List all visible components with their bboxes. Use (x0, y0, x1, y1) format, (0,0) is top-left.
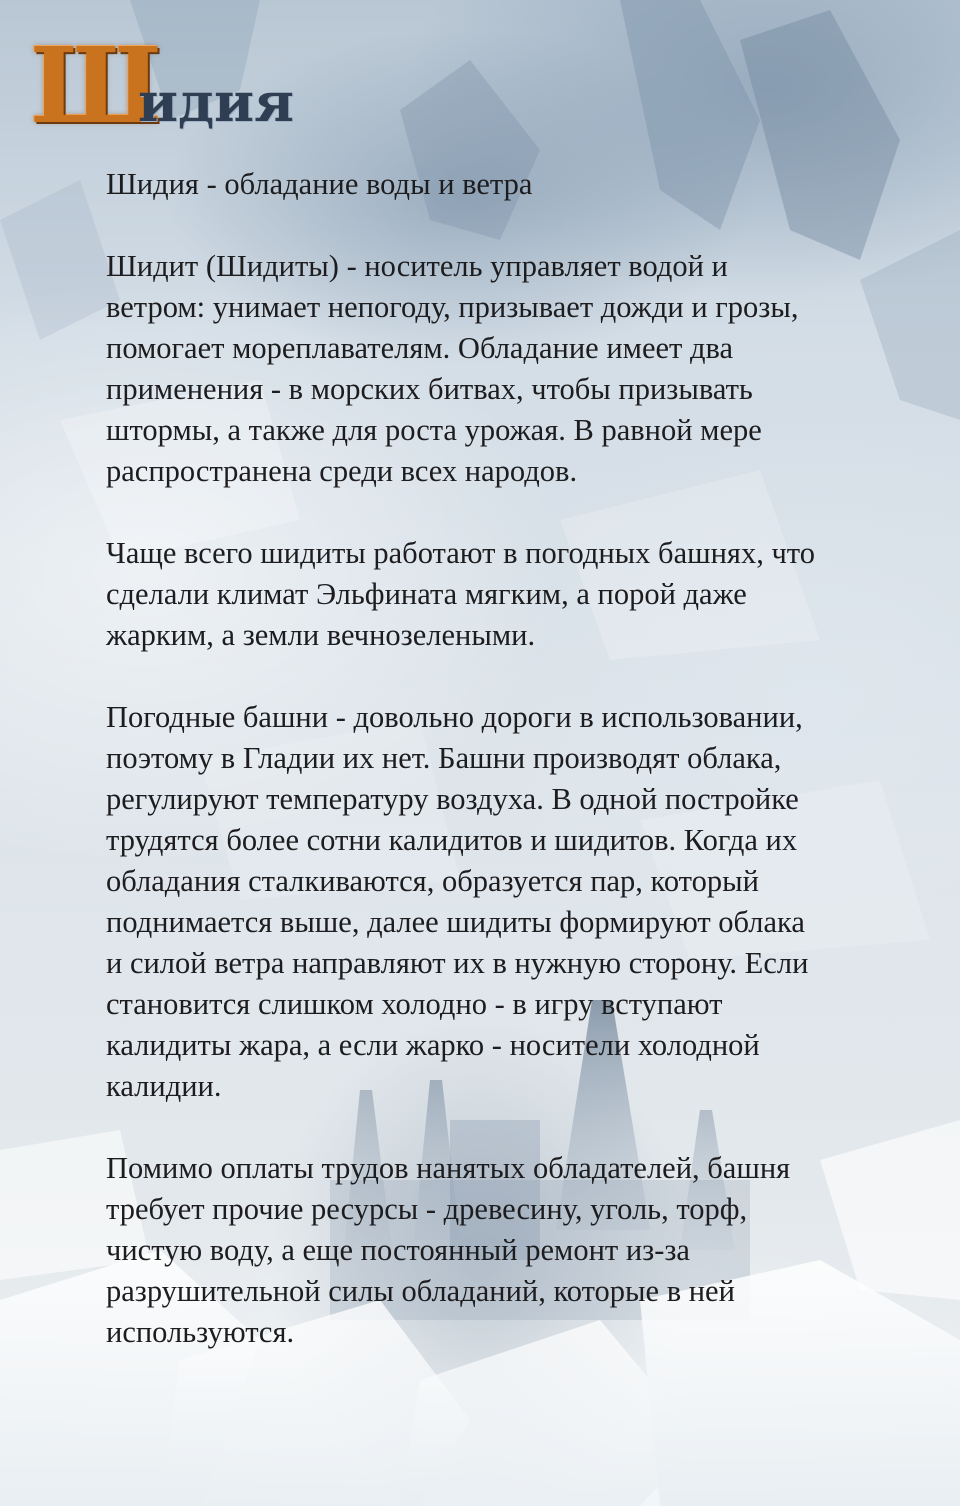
paragraph-definition: Шидит (Шидиты) - носитель управляет водой и ветром: унимает непогоду, призывает дожди и грозы, помогает мореплавателям. Обладание имеет два применения - в морских битвах, чтобы призывать штормы, а также для роста урожая. В равной мере распространена среди всех народов. (106, 249, 799, 488)
article-body (106, 164, 926, 1394)
paragraph-tower-resources: Помимо оплаты трудов нанятых обладателей, башня требует прочие ресурсы - древесину, уголь, торф, чистую воду, а еще постоянный ремонт из-за разрушительной силы обладаний, которые в ней используются. (106, 1151, 791, 1349)
title-rest: идия (138, 70, 294, 134)
paragraph-tower-operation: Погодные башни - довольно дороги в использовании, поэтому в Гладии их нет. Башни производят облака, регулируют температуру воздуха. В одной постройке трудятся более сотни калидитов и шидитов. Когда их обладания сталкиваются, образуется пар, который поднимается выше, далее шидиты формируют облака и силой ветра направляют их в нужную сторону. Если становится слишком холодно - в игру вступают калидиты жара, а если жарко - носители холодной калидии. (106, 700, 809, 1103)
paragraph-heading: Шидия - обладание воды и ветра (106, 167, 533, 201)
title-initial-letter: Ш (30, 24, 158, 147)
paragraph-weather-towers: Чаще всего шидиты работают в погодных башнях, что сделали климат Эльфината мягким, а порой даже жарким, а земли вечнозелеными. (106, 536, 815, 652)
chapter-title (30, 24, 430, 147)
